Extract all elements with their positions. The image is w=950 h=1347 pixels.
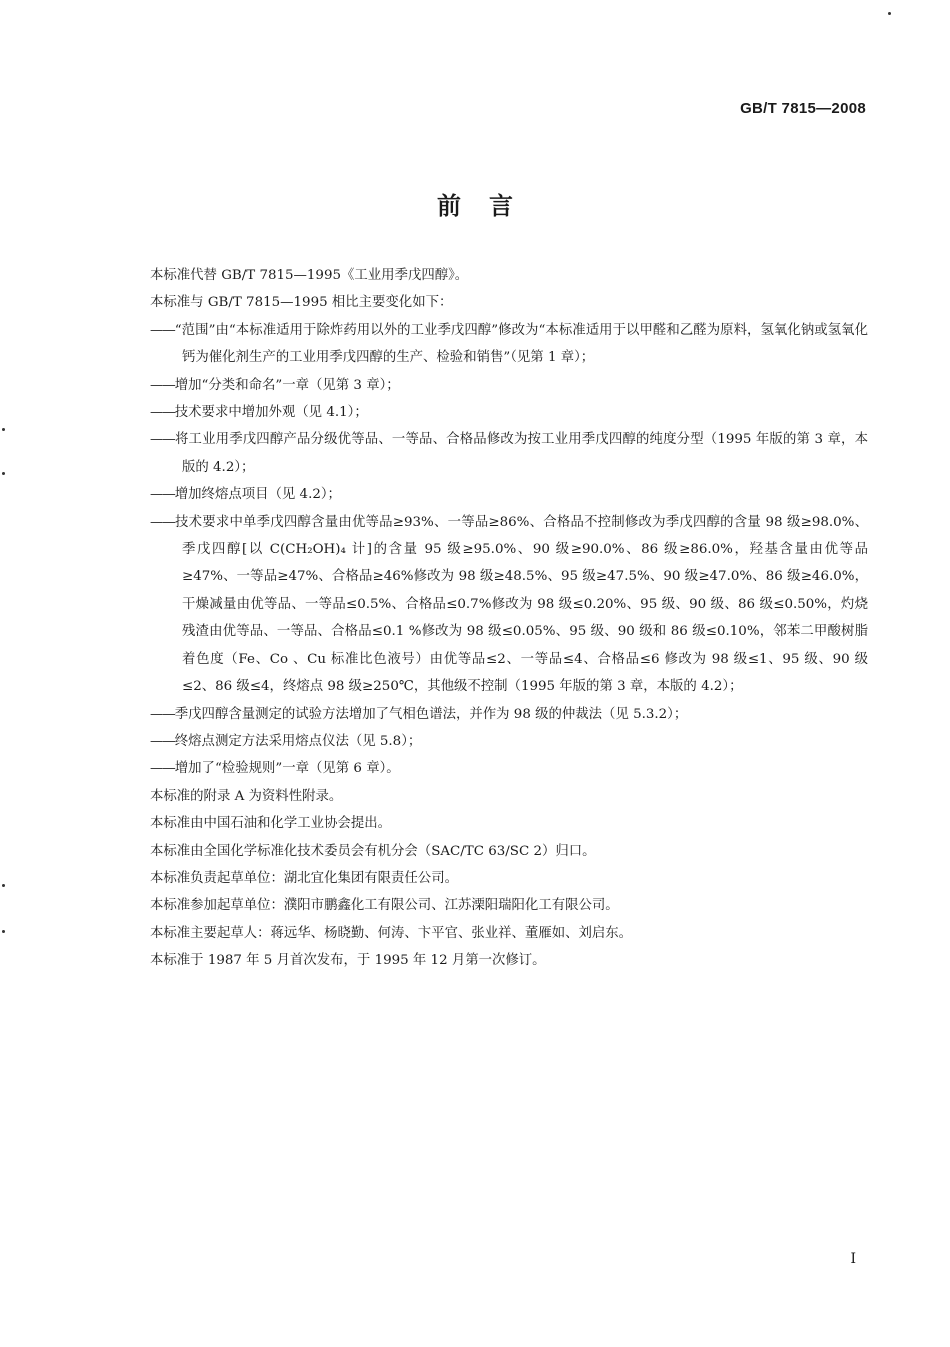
change-item-text: 季戊四醇含量测定的试验方法增加了气相色谱法，并作为 98 级的仲裁法（见 5.3.2）； (174, 706, 688, 722)
change-item (150, 755, 868, 782)
page-number: I (850, 1251, 856, 1267)
closing-paragraph: 本标准于 1987 年 5 月首次发布，于 1995 年 12 月第一次修订。 (150, 953, 546, 969)
change-item (150, 481, 868, 508)
foreword-body (150, 262, 868, 975)
list-dash: —— (150, 761, 175, 777)
change-item-text: 增加了“检验规则”一章（见第 6 章）。 (174, 761, 400, 777)
change-item (150, 701, 868, 728)
list-dash: —— (150, 733, 175, 749)
change-item (150, 399, 868, 426)
intro-paragraph: 本标准与 GB/T 7815—1995 相比主要变化如下： (150, 295, 453, 311)
change-item-text: 增加“分类和命名”一章（见第 3 章）； (174, 377, 400, 393)
closing-paragraph: 本标准负责起草单位：湖北宜化集团有限责任公司。 (150, 870, 458, 886)
change-item (150, 509, 868, 701)
closing-paragraph: 本标准由中国石油和化学工业协会提出。 (150, 816, 392, 832)
scan-speck (2, 472, 5, 475)
list-dash: —— (150, 514, 175, 530)
change-item-text: 技术要求中单季戊四醇含量由优等品≥93%、一等品≥86%、合格品不控制修改为季戊四醇的含量 98 级≥98.0%、季戊四醇[以 C(CH₂OH)₄ 计]的含量 95 级≥95.0%、90 级≥90.0%、86 级≥86.0%，羟基含量由优等品≥47%、一等品≥47%、合格品≥46%修改为 98 级≥48.5%、95 级≥47.5%、90 级≥47.0%、86 级≥46.0%，干燥减量由优等品、一等品≤0.5%、合格品≤0.7%修改为 98 级≤0.20%、95 级、90 级、86 级≤0.50%，灼烧残渣由优等品、一等品、合格品≤0.1 %修改为 98 级≤0.05%、95 级、90 级和 86 级≤0.10%，邻苯二甲酸树脂着色度（Fe、Co 、Cu 标准比色液号）由优等品≤2、一等品≤4、合格品≤6 修改为 98 级≤1、95 级、90 级≤2、86 级≤4，终熔点 98 级≥250℃，其他级不控制（1995 年版的第 3 章，本版的 4.2）； (174, 514, 868, 695)
scan-speck (2, 930, 5, 933)
list-dash: —— (150, 487, 175, 503)
change-item-text: 增加终熔点项目（见 4.2）； (174, 487, 341, 503)
change-item-text: “范围”由“本标准适用于除炸药用以外的工业季戊四醇”修改为“本标准适用于以甲醛和乙醛为原料，氢氧化钠或氢氧化钙为催化剂生产的工业用季戊四醇的生产、检验和销售”（见第 1 章）； (174, 322, 868, 366)
change-item-text: 技术要求中增加外观（见 4.1）； (174, 405, 368, 421)
scan-speck (888, 12, 891, 15)
closing-paragraph: 本标准参加起草单位：濮阳市鹏鑫化工有限公司、江苏溧阳瑞阳化工有限公司。 (150, 898, 619, 914)
list-dash: —— (150, 377, 175, 393)
list-dash: —— (150, 706, 175, 722)
change-item (150, 426, 868, 481)
intro-paragraph: 本标准代替 GB/T 7815—1995《工业用季戊四醇》。 (150, 268, 469, 283)
change-item-text: 终熔点测定方法采用熔点仪法（见 5.8）； (174, 733, 422, 749)
change-item (150, 372, 868, 399)
change-list (150, 317, 868, 783)
document-code: GB/T 7815—2008 (740, 100, 866, 117)
change-item (150, 728, 868, 755)
page-title: 前言 (437, 192, 541, 220)
scan-speck (2, 884, 5, 887)
closing-paragraph: 本标准主要起草人：蒋远华、杨晓勤、何涛、卞平官、张业祥、董雁如、刘启东。 (150, 925, 633, 941)
list-dash: —— (150, 405, 175, 421)
closing-paragraph: 本标准的附录 A 为资料性附录。 (150, 788, 343, 804)
list-dash: —— (150, 432, 175, 448)
closing-paragraph: 本标准由全国化学标准化技术委员会有机分会（SAC/TC 63/SC 2）归口。 (150, 843, 596, 859)
list-dash: —— (150, 322, 175, 338)
scan-speck (2, 428, 5, 431)
change-item (150, 317, 868, 372)
change-item-text: 将工业用季戊四醇产品分级优等品、一等品、合格品修改为按工业用季戊四醇的纯度分型（1995 年版的第 3 章，本版的 4.2）； (174, 432, 868, 475)
